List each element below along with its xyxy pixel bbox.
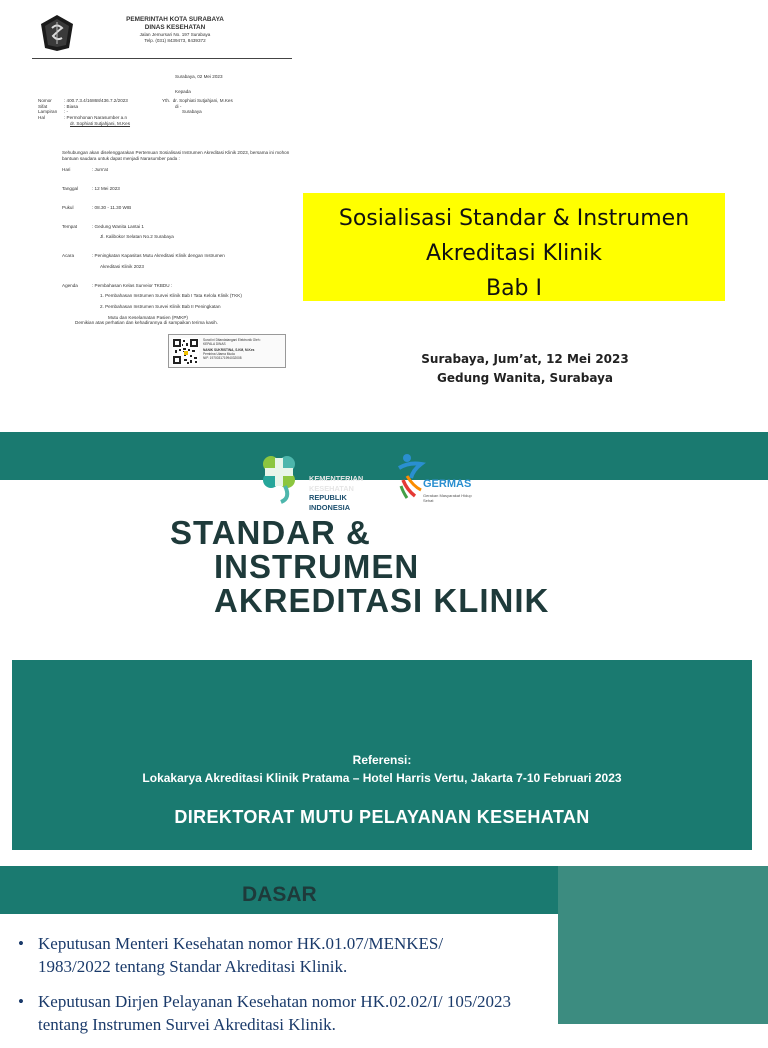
letterhead-agency: DINAS KESEHATAN [144,24,206,31]
letterhead-address: Jalan Jemursari No. 197 Surabaya [139,32,211,37]
slide-1 [0,0,768,432]
meta-row: Lampiran : - [38,109,69,115]
letter-date: Surabaya, 02 Mei 2023 [175,74,223,79]
letter-closing: Demikian atas perhatian dan kehadirannya di sampaikan terima kasih. [75,320,218,325]
letterhead-phone: Telp. (031) 8439473, 8439372 [144,37,206,43]
slide1-title-line2: Akreditasi Klinik [425,241,603,266]
legal-basis-list [18,932,518,1048]
letter-body [62,150,292,334]
slide1-title-line3: Bab I [485,276,543,301]
slide2-reference-box [12,660,752,850]
germas-wordmark: GERMAS [423,478,472,490]
slide1-event-info [380,350,670,388]
surabaya-emblem-icon [40,14,74,52]
letter-kepada: Kepada [175,89,191,94]
meta-row: Hal : Permohonan Narasumber a.n [38,115,128,121]
list-item: • Keputusan Dirjen Pelayanan Kesehatan nomor HK.02.02/I/ 105/2023 tentang Instrumen Survei Akreditasi Klinik. [18,990,518,1036]
slide1-title-line1: Sosialisasi Standar & Instrumen [338,206,690,231]
reference-text: Lokakarya Akreditasi Klinik Pratama – Hotel Harris Vertu, Jakarta 7-10 Februari 2023 [142,771,622,785]
meta-row: dr. Sophiati Sutjahjani, M.Kes [70,120,131,126]
list-item: • Keputusan Menteri Kesehatan nomor HK.01.07/MENKES/ 1983/2022 tentang Standar Akreditasi Klinik. [18,932,518,978]
slide-2 [0,432,768,864]
recipient-name: dr. Sophiati Sutjahjani, M.Kes [172,98,233,103]
signature-text: Surat ini Ditandatangani Elektronik Oleh : KEPALA DINAS NANIK SUKRISTINA, S.KM, M.Kes Pembina Utama Muda NIP. 197003171994032008 [203,338,262,360]
slide3-side-panel [558,866,768,1024]
detail-row: Hari : Jum'at [62,167,108,173]
kemenkes-wordmark: KEMENTERIAN KESEHATAN REPUBLIK INDONESIA [309,474,364,512]
germas-tagline: Gerakan Masyarakat Hidup Sehat [423,493,472,503]
recipient-city: Surabaya [182,109,202,115]
qr-code-icon [172,338,199,365]
meta-row: Nomor : 400.7.3.4/16868/436.7.2/2023 [38,98,128,103]
letterhead [100,16,250,43]
detail-row: Acara : Peningkatan Kapasitas Mutu Akreditasi Klinik dengan Instrumen Akreditasi Klinik 2023 [62,253,225,269]
detail-row: Agenda : Pembahasan Kelas Surveior TKBDU : 1. Pembahasan Instrumen Survei Klinik Bab I Tata Kelola Klinik (TKK) 2. Pembahasan Instrumen Survei Klinik Bab II Peningkatan Mutu dan Keselamatan Pasien (PMKP) [62,282,242,320]
slide1-title-box [303,193,725,301]
slide2-title [170,516,549,618]
kemenkes-logo-icon [255,450,303,504]
slide2-title-line1: STANDAR & [170,514,371,551]
letter-meta [38,98,158,127]
yth-label: Yth. [162,98,171,103]
letterhead-gov: PEMERINTAH KOTA SURABAYA [126,16,224,23]
slide2-title-line2: INSTRUMEN [214,548,420,585]
detail-row: Pukul : 08.30 - 11.30 WIB [62,204,132,210]
letter-recipient [162,98,233,115]
slide2-title-line3: AKREDITASI KLINIK [214,582,550,619]
slide3-title: DASAR [242,883,317,906]
invitation-letter [30,10,300,375]
detail-row: Tempat : Gedung Wanita Lantai 1 Jl. Kalibokor Selatan No.2 Surabaya [62,223,174,240]
meta-row: Sifat : Biasa [38,103,79,109]
event-venue: Gedung Wanita, Surabaya [436,371,613,385]
logo-strip [255,450,485,512]
directorate-name: DIREKTORAT MUTU PELAYANAN KESEHATAN [174,807,590,827]
letter-intro: Sehubungan akan diselenggarakan Pertemuan Sosialisasi Instrumen Akreditasi Klinik 2023, bersama ini mohon bantuan saudara untuk dapat menjadi Narasumber pada : [62,150,290,161]
event-date: Surabaya, Jum’at, 12 Mei 2023 [421,352,629,366]
detail-row: Tanggal : 12 Mei 2023 [62,186,120,192]
recipient-di: di - [175,103,182,109]
e-signature-box [168,334,286,368]
letterhead-divider [32,58,292,59]
slide-3 [0,864,768,1034]
reference-label: Referensi: [352,753,412,767]
